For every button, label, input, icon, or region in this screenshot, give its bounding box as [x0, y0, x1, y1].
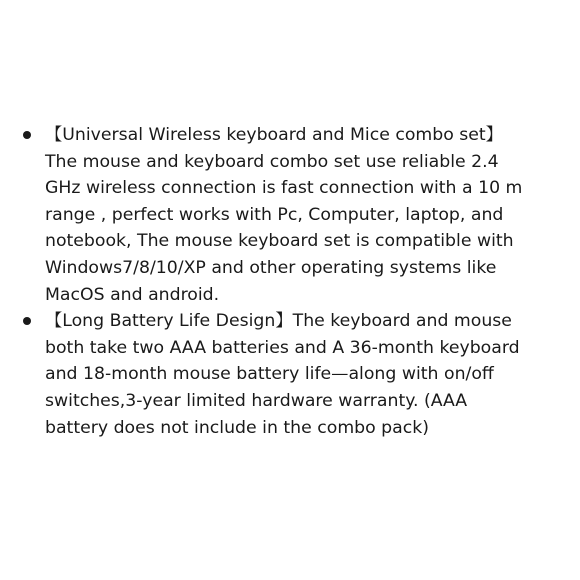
- bullet-text-line: 【Long Battery Life Design】The keyboard and mouse: [45, 311, 512, 332]
- bullet-text-line: notebook, The mouse keyboard set is compatible with: [45, 231, 514, 252]
- bullet-dot-icon: [23, 131, 31, 139]
- bullet-text-line: GHz wireless connection is fast connection with a 10 m: [45, 178, 523, 199]
- feature-bullet-list: [21, 122, 566, 441]
- bullet-text-line: and 18-month mouse battery life—along with on/off: [45, 364, 494, 385]
- bullet-text-line: range , perfect works with Pc, Computer, laptop, and: [45, 204, 504, 225]
- bullet-text-line: Windows7/8/10/XP and other operating systems like: [45, 257, 497, 278]
- bullet-text-line: battery does not include in the combo pack): [45, 417, 429, 438]
- bullet-item-long-battery-life: [21, 308, 566, 441]
- bullet-text-line: MacOS and android.: [45, 284, 220, 305]
- bullet-text-line: both take two AAA batteries and A 36-month keyboard: [45, 337, 520, 358]
- bullet-text-line: The mouse and keyboard combo set use reliable 2.4: [45, 151, 499, 172]
- bullet-text-line: 【Universal Wireless keyboard and Mice combo set】: [45, 125, 503, 145]
- bullet-text-line: switches,3-year limited hardware warranty. (AAA: [45, 390, 468, 411]
- bullet-item-universal-wireless-combo: [21, 122, 566, 308]
- bullet-dot-icon: [23, 317, 31, 325]
